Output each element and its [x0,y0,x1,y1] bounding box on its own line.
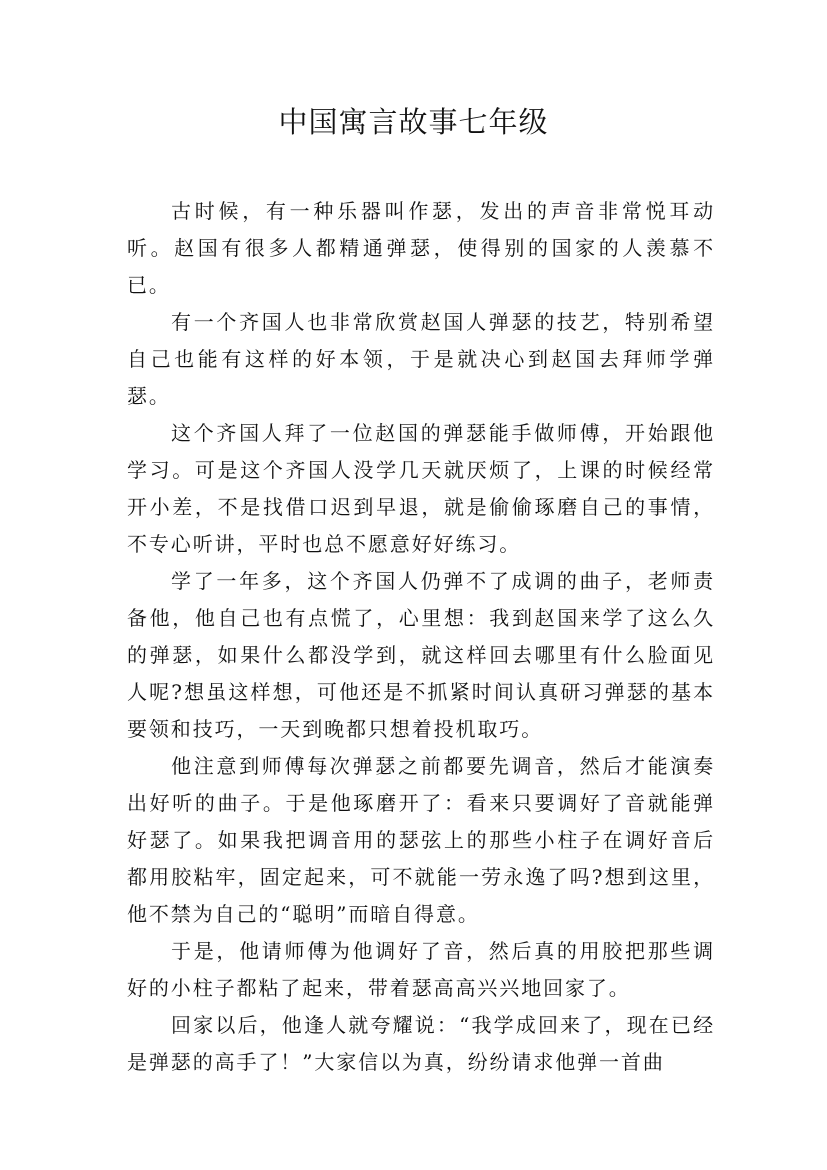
paragraph: 有一个齐国人也非常欣赏赵国人弹瑟的技艺，特别希望自己也能有这样的好本领，于是就决心到赵国去拜师学弹瑟。 [127,310,715,408]
paragraph: 学了一年多，这个齐国人仍弹不了成调的曲子，老师责备他，他自己也有点慌了，心里想：我到赵国来学了这么久的弹瑟，如果什么都没学到，就这样回去哪里有什么脸面见人呢?想虽这样想，可他还是不抓紧时间认真研习弹瑟的基本要领和技巧，一天到晚都只想着投机取巧。 [127,569,715,741]
paragraph: 他注意到师傅每次弹瑟之前都要先调音，然后才能演奏出好听的曲子。于是他琢磨开了：看来只要调好了音就能弹好瑟了。如果我把调音用的瑟弦上的那些小柱子在调好音后都用胶粘牢，固定起来，可不就能一劳永逸了吗?想到这里，他不禁为自己的“聪明”而暗自得意。 [127,754,715,926]
document-title: 中国寓言故事七年级 [278,105,549,139]
paragraph: 于是，他请师傅为他调好了音，然后真的用胶把那些调好的小柱子都粘了起来，带着瑟高高兴兴地回家了。 [127,939,715,1000]
document-body [127,193,715,1081]
paragraph: 古时候，有一种乐器叫作瑟，发出的声音非常悦耳动听。赵国有很多人都精通弹瑟，使得别的国家的人羡慕不已。 [127,199,715,297]
paragraph: 回家以后，他逢人就夸耀说：“我学成回来了，现在已经是弹瑟的高手了！”大家信以为真，纷纷请求他弹一首曲 [127,1013,715,1074]
paragraph: 这个齐国人拜了一位赵国的弹瑟能手做师傅，开始跟他学习。可是这个齐国人没学几天就厌烦了，上课的时候经常开小差，不是找借口迟到早退，就是偷偷琢磨自己的事情，不专心听讲，平时也总不愿意好好练习。 [127,421,715,556]
